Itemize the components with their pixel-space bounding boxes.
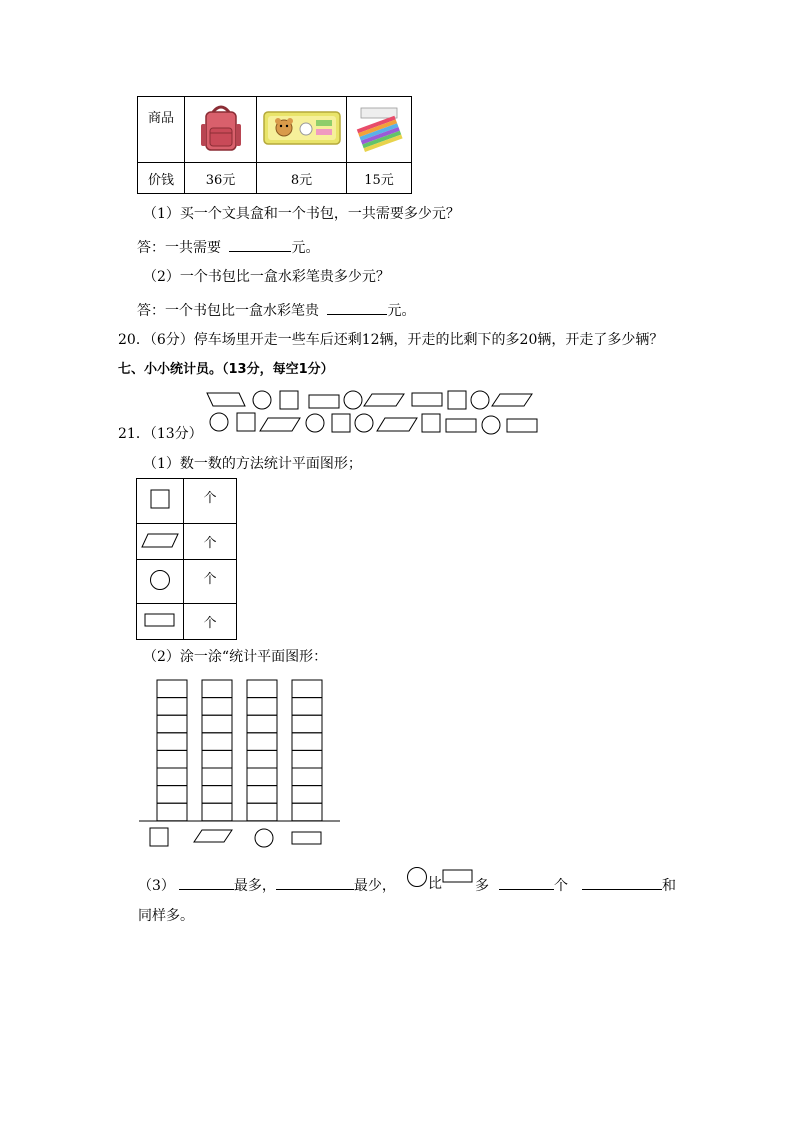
- circle-icon: [471, 391, 489, 409]
- same-blank[interactable]: [582, 875, 662, 890]
- fill-box[interactable]: [292, 768, 322, 786]
- circle-icon: [482, 416, 500, 434]
- unit-ge: 个: [203, 616, 217, 631]
- parallelogram-icon: [194, 830, 232, 842]
- q19-answer1-prefix: 答：一共需要: [137, 240, 221, 256]
- fill-box[interactable]: [202, 786, 232, 804]
- square-icon: [150, 828, 168, 846]
- pencil-box-image-cell: [257, 97, 347, 163]
- price-backpack: 36元: [185, 163, 257, 194]
- unit-ge: 个: [203, 572, 217, 587]
- fill-box[interactable]: [157, 786, 187, 804]
- fill-box[interactable]: [157, 733, 187, 751]
- circle-icon: [344, 391, 362, 409]
- unit-ge: 个: [203, 491, 217, 506]
- fill-box[interactable]: [292, 803, 322, 821]
- unit-ge: 个: [203, 536, 217, 551]
- rectangle-icon: [412, 393, 442, 406]
- circle-icon: [210, 413, 228, 431]
- least-blank[interactable]: [276, 875, 354, 890]
- fill-box[interactable]: [157, 698, 187, 716]
- backpack-image-cell: [185, 97, 257, 163]
- q19-answer2-blank[interactable]: [327, 300, 387, 315]
- count-square-shape: [137, 479, 184, 524]
- price-pencil-box: 8元: [257, 163, 347, 194]
- section7-title: 七、小小统计员。（13分，每空1分）: [118, 362, 334, 377]
- q21-most-label: 最多，: [233, 878, 276, 894]
- q19-answer2-prefix: 答：一个书包比一盒水彩笔贵: [137, 303, 319, 319]
- square-icon: [332, 414, 350, 432]
- fill-box[interactable]: [157, 680, 187, 698]
- parallelogram-icon: [492, 394, 532, 406]
- colored-pens-image-cell: [347, 97, 412, 163]
- fill-box[interactable]: [157, 750, 187, 768]
- count-rectangle-cell[interactable]: [184, 604, 237, 640]
- square-icon: [237, 413, 255, 431]
- q21-sub1: （1）数一数的方法统计平面图形；: [143, 456, 362, 472]
- fill-box[interactable]: [247, 698, 277, 716]
- q19-answer1-suffix: 元。: [291, 240, 320, 256]
- fill-box[interactable]: [292, 715, 322, 733]
- circle-icon: [306, 414, 324, 432]
- colored-pens-icon: [355, 104, 403, 152]
- backpack-icon: [199, 102, 243, 154]
- q21-sub3-line2: 同样多。: [138, 908, 194, 924]
- square-icon: [448, 391, 466, 409]
- q19-answer2: [137, 300, 415, 320]
- count-parallelogram-shape: [137, 524, 184, 560]
- fill-box[interactable]: [247, 680, 277, 698]
- fill-box[interactable]: [202, 715, 232, 733]
- square-icon: [280, 391, 298, 409]
- circle-icon: [255, 829, 273, 847]
- pencil-box-icon: [262, 108, 342, 148]
- count-rectangle-shape: [137, 604, 184, 640]
- fill-box[interactable]: [247, 750, 277, 768]
- q19-answer1: [137, 237, 319, 257]
- fill-box[interactable]: [157, 715, 187, 733]
- q21-compare: [475, 875, 676, 895]
- fill-box[interactable]: [292, 733, 322, 751]
- count-square-cell[interactable]: [184, 479, 237, 524]
- circle-icon: [148, 568, 172, 592]
- q19-answer1-blank[interactable]: [229, 237, 291, 252]
- fill-box[interactable]: [247, 768, 277, 786]
- fill-box[interactable]: [157, 803, 187, 821]
- parallelogram-icon: [364, 394, 404, 406]
- fill-box[interactable]: [202, 698, 232, 716]
- circle-icon: [406, 866, 428, 888]
- price-table-price-label: 价钱: [138, 163, 185, 194]
- count-table: [136, 478, 237, 640]
- parallelogram-icon: [140, 531, 180, 549]
- q19-sub2: （2）一个书包比一盒水彩笔贵多少元？: [143, 269, 390, 285]
- q21-sub2: （2）涂一涂“统计平面图形：: [143, 649, 328, 665]
- circle-icon: [355, 414, 373, 432]
- fill-box[interactable]: [202, 803, 232, 821]
- rectangle-icon: [292, 832, 321, 844]
- most-blank[interactable]: [179, 875, 234, 890]
- fill-box[interactable]: [292, 698, 322, 716]
- square-icon: [149, 488, 171, 510]
- fill-box[interactable]: [157, 768, 187, 786]
- count-circle-cell[interactable]: [184, 560, 237, 604]
- fill-box[interactable]: [292, 750, 322, 768]
- circle-icon: [253, 391, 271, 409]
- difference-blank[interactable]: [499, 875, 554, 890]
- count-parallelogram-cell[interactable]: [184, 524, 237, 560]
- q21-label: 21．（13分）: [118, 426, 203, 442]
- rectangle-icon: [507, 419, 537, 432]
- q21-sub3: [138, 875, 396, 895]
- q21-sub3-prefix: （3）: [138, 878, 175, 894]
- count-circle-shape: [137, 560, 184, 604]
- fill-box[interactable]: [202, 750, 232, 768]
- fill-box[interactable]: [247, 715, 277, 733]
- parallelogram-icon: [377, 418, 417, 431]
- q20-text: 20．（6分）停车场里开走一些车后还剩12辆，开走的比剩下的多20辆，开走了多少辆？: [118, 332, 664, 348]
- fill-box[interactable]: [202, 768, 232, 786]
- price-table-goods-label: 商品: [138, 97, 185, 163]
- square-icon: [422, 414, 440, 432]
- parallelogram-icon: [260, 418, 300, 431]
- q21-ge-label: 个: [554, 878, 568, 894]
- fill-box[interactable]: [292, 786, 322, 804]
- q19-sub1: （1）买一个文具盒和一个书包，一共需要多少元？: [143, 206, 460, 222]
- rectangle-icon: [446, 419, 476, 432]
- fill-box[interactable]: [202, 733, 232, 751]
- q21-least-label: 最少，: [353, 878, 396, 894]
- fill-box[interactable]: [247, 786, 277, 804]
- fill-box[interactable]: [247, 733, 277, 751]
- q21-he-label: 和: [662, 878, 676, 894]
- q21-duo-label: 多: [475, 878, 489, 894]
- fill-box[interactable]: [292, 680, 322, 698]
- price-colored-pens: 15元: [347, 163, 412, 194]
- parallelogram-icon: [207, 393, 245, 406]
- price-table: [137, 96, 412, 194]
- q19-answer2-suffix: 元。: [387, 303, 416, 319]
- fill-chart: [134, 675, 346, 853]
- shapes-strip: [204, 388, 540, 438]
- rectangle-icon: [442, 868, 474, 884]
- rectangle-icon: [143, 611, 177, 629]
- rectangle-icon: [309, 395, 339, 408]
- fill-box[interactable]: [202, 680, 232, 698]
- fill-box[interactable]: [247, 803, 277, 821]
- q21-bi-label: 比: [428, 876, 442, 892]
